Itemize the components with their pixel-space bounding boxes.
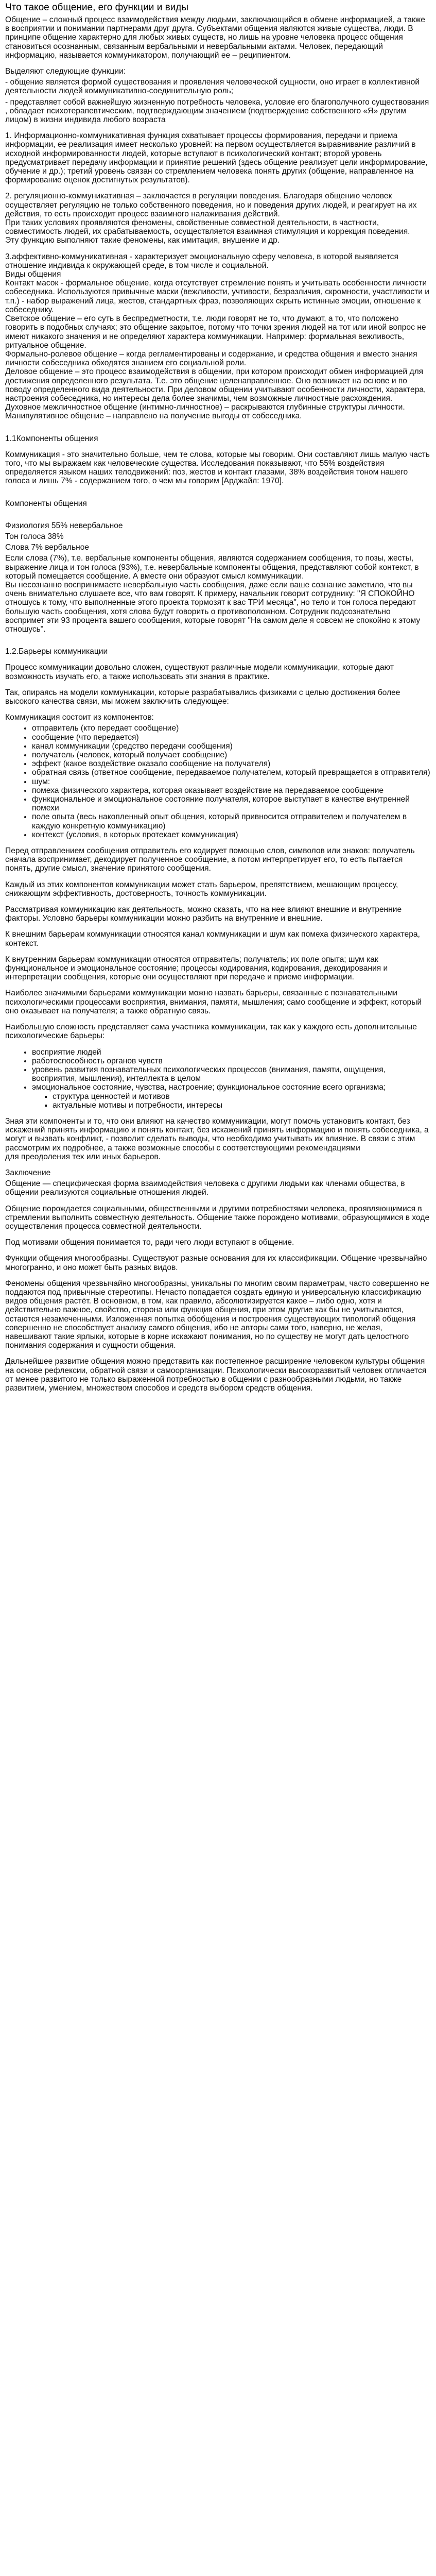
process-paragraph-1: Перед отправлением сообщения отправитель его кодирует помощью слов, символов или знаков: получатель сначала воспринимает, декодирует полученное сообщение, а потом интерпретирует его, то есть пытается понять, другие смысл, значение принятого сообщения. [5, 846, 415, 873]
process-paragraph-7: Наибольшую сложность представляет сама участника коммуникации, так как у каждого есть дополнительные психологические барьеры: [5, 1023, 417, 1041]
list-item: • получатель (человек, который получает сообщение) [32, 751, 431, 759]
section-heading-components: 1.1Компоненты общения [5, 434, 98, 443]
components-list [5, 724, 431, 839]
function-informational: 1. Информационно-коммуникативная функция охватывает процессы формирования, передачи и приема информации, ее реализация имеет несколько уровней: на первом осуществляется выравнивание различий в исходной информированности людей, которые вступают в психологический контакт; второй уровень предусматривает передачу информации и принятие решений (здесь общение реализует цели информирование, обучение и др.); третий уровень связан со стремлением человека понять других (общение, направленное на формирование оценок достигнутых результатов). [5, 131, 428, 185]
list-item: ▪ актуальные мотивы и потребности, интересы [53, 1101, 431, 1110]
barriers-paragraph-3: Коммуникация состоит из компонентов: [5, 713, 154, 722]
components-paragraph: Коммуникация - это значительно больше, чем те слова, которые мы говорим. Они составляют лишь малую часть того, что мы выражаем как человеческие существа. Исследования показывают, что 55% воздействия определяется языком наших телодвижений: поз, жестов и контакт глазами, 38% воздействия тоном нашего голоса и лишь 7% - содержанием того, о чем мы говорим [Арджайл: 1970]. [5, 450, 430, 486]
function-regulatory: 2. регуляционно-коммуникативная – заключается в регуляции поведения. Благодаря общению человек осуществляет регуляцию не только собственного поведения, но и поведения других людей, и реагирует на их действия, то есть происходит процесс взаимного налаживания действий. При таких условиях проявляются феномены, свойственные совместной деятельности, в частности, совместимость людей, их срабатываемость, осуществляется взаимная стимуляция и коррекция поведения. Эту функцию выполняют такие феномены, как имитация, внушение и др. [5, 192, 417, 245]
list-item: • эффект (какое воздействие оказало сообщение на получателя) [32, 759, 431, 768]
barriers-paragraph-1: Процесс коммуникации довольно сложен, существуют различные модели коммуникации, которые дают возможность изучать его, а также использовать эти знания в практике. [5, 663, 394, 681]
barriers-paragraph-2: Так, опираясь на модели коммуникации, которые разрабатывались физиками с целью достижения более высокого качества связи, мы можем заключить следующее: [5, 688, 400, 706]
list-item-text: эмоциональное состояние, чувства, настроение; функциональное состояние всего организма; [32, 1083, 386, 1092]
list-item: ▪ структура ценностей и мотивов [53, 1092, 431, 1101]
section-heading-barriers: 1.2.Барьеры коммуникации [5, 647, 108, 656]
process-paragraph-6: Наиболее значимыми барьерами коммуникации можно назвать барьеры, связанные с познавательными психологическими процессами восприятия, внимания, памяти, мышления; само сообщение и эффект, который оно оказывает на получателя; а также обратную связь. [5, 989, 422, 1015]
list-item: • восприятие людей [32, 1048, 431, 1057]
barriers-sublist [32, 1092, 431, 1110]
process-paragraph-2: Каждый из этих компонентов коммуникации может стать барьером, препятствием, мешающим процессу, снижающим эффективность, достоверность, точность коммуникации. [5, 880, 398, 898]
components-subheading: Компоненты общения [5, 499, 87, 508]
process-paragraph-5: К внутренним барьерам коммуникации относятся отправитель; получатель; их поле опыта; шум как функциональное и эмоциональное состояние; процессы кодирования, кодирования, декодирования и интерпретации сообщения, которые они осуществляют при передаче и приеме информации. [5, 955, 388, 982]
intro-paragraph: Общение – сложный процесс взаимодействия между людьми, заключающийся в обмене информацией, а также в восприятии и понимании партнерами друг друга. Субъектами общения являются живые существа, люди. В принципе общение характерно для любых живых существ, но лишь на уровне человека процесс общения становиться осознанным, связанным вербальными и невербальными актами. Человек, передающий информацию, называется коммуникатором, получающий ее – реципиентом. [5, 15, 425, 60]
physiology-line: Физиология 55% невербальное [5, 521, 123, 530]
list-item: • канал коммуникации (средство передачи сообщения) [32, 742, 431, 751]
list-item: • помеха физического характера, которая оказывает воздействие на передаваемое сообщение [32, 786, 431, 795]
words-line: Слова 7% вербальное [5, 543, 90, 552]
function-need: - представляет собой важнейшую жизненную потребность человека, условие его благополучного существования , обладает психотерапевтическим, подтверждающим значением (подтверждение собственного «Я» другим лицом) в жизни индивида любого возраста [5, 97, 429, 125]
list-item: • функциональное и эмоциональное состояние получателя, которое выступает в качестве внутренней помехи [32, 795, 431, 812]
section-heading-conclusion: Заключение [5, 1168, 51, 1177]
conclusion-paragraph-5: Феномены общения чрезвычайно многообразны, уникальны по многим своим параметрам, часто совершенно не поддаются под привычные стереотипы. Нечасто попадается создать единую и универсальную классификацию видов общения растёт. В основном, в том, как правило, абсолютизируется какое – либо одно, хотя и действительно важное, свойство, сторона или функция общения, при этом другие как бы не учитываются, остаются незамеченными. Изложенная попытка обобщения и построения существующих типологий общения совершенно не способствует анализу самого общения, ибо не авторы сами того, наверно, не желая, навешивают такие ярлыки, которые в корне искажают понимания, но по существу не могут дать целостного понимания содержания и сущности общения. [5, 1279, 429, 1350]
voice-tone-line: Тон голоса 38% [5, 532, 64, 541]
barriers-list [5, 1048, 431, 1110]
functions-lead: Выделяют следующие функции: [5, 67, 126, 76]
conclusion-paragraph-4: Функции общения многообразны. Существуют разные основания для их классификации. Общение чрезвычайно многогранно, и оно может быть разных видов. [5, 1254, 427, 1272]
conclusion-paragraph-2: Общение порождается социальными, общественными и другими потребностями человека, проявляющимися в стремлении выполнить совместную деятельность. Общение также порождено мотивами, образующимися в ходе осуществления процесса совместной деятельности. [5, 1204, 430, 1231]
list-item: • работоспособность органов чувств [32, 1057, 431, 1065]
list-item: • шум: [32, 777, 431, 786]
function-form-existence: - общение является формой существования и проявления человеческой сущности, оно играет в коллективной деятельности людей коммуникативно-соединительную роль; [5, 78, 420, 96]
conclusion-paragraph-3: Под мотивами общения понимается то, ради чего люди вступают в общение. [5, 1238, 294, 1247]
list-item: • сообщение (что передается) [32, 733, 431, 742]
function-affective-and-types: 3.аффективно-коммуникативная - характеризует эмоциональную сферу человека, в которой выявляется отношение индивида к окружающей среде, в том числе и социальной. Виды общения Контакт масок - формальное общение, когда отсутствует стремление понять и учитывать особенности личности собеседника. Используются привычные маски (вежливости, учтивости, безразличия, скромности, участливости и т.п.) - набор выражений лица, жестов, стандартных фраз, позволяющих скрыть истинные эмоции, отношение к собеседнику. Светское общение – его суть в беспредметности, т.е. люди говорят не то, что думают, а то, что положено говорить в подобных случаях; это общение закрытое, потому что точки зрения людей на тот или иной вопрос не имеют никакого значения и не определяют характера коммуникации. Например: формальная вежливость, ритуальное общение. Формально-ролевое общение – когда регламентированы и содержание, и средства общения и вместо знания личности собеседника обходятся знанием его социальной роли. Деловое общение – это процесс взаимодействия в общении, при котором происходит обмен информацией для достижения определенного результата. Т.е. это общение целенаправленное. Оно возникает на основе и по поводу определенного вида деятельности. При деловом общении учитывают особенности личности, характера, настроения собеседника, но интересы дела более значимы, чем возможные личностные расхождения. Духовное межличностное общение (интимно-личностное) – раскрываются глубинные структуры личности. Манипулятивное общение – направлено на получение выгоды от собеседника. [5, 252, 430, 421]
process-paragraph-4: К внешним барьерам коммуникации относятся канал коммуникации и шум как помеха физического характера, контекст. [5, 930, 420, 948]
process-paragraph-3: Рассматривая коммуникацию как деятельность, можно сказать, что на нее влияют внешние и внутренние факторы. Условно барьеры коммуникации можно разбить на внутренние и внешние. [5, 905, 402, 923]
list-item: • отправитель (кто передает сообщение) [32, 724, 431, 733]
conclusion-paragraph-1: Общение — специфическая форма взаимодействия человека с другими людьми как членами общества, в общении реализуются социальные отношения людей. [5, 1179, 405, 1197]
list-item [32, 1083, 431, 1110]
list-item: • обратная связь (ответное сообщение, передаваемое получателем, который превращается в отправителя) [32, 768, 431, 777]
conclusion-paragraph-6: Дальнейшее развитие общения можно представить как постепенное расширение человеком культуры общения на основе рефлексии, обратной связи и самоорганизации. Психологически высокоразвитый человек отличается от менее развитого не только выраженной потребностью в общении с разнообразными людьми, но также развитием, умением, множеством способов и средств выбором средств общения. [5, 1357, 427, 1393]
list-item: • поле опыта (весь накопленный опыт общения, который привносится отправителем и получателем в каждую конкретную коммуникацию) [32, 812, 431, 830]
page-title: Что такое общение, его функции и виды [5, 2, 189, 13]
closing-paragraph: Зная эти компоненты и то, что они влияют на качество коммуникации, могут помочь установить контакт, без искажений принять информацию и понять контакт, без искажений принять информацию и понять собеседника, а могут и вызвать конфликт, - позволит сделать выводы, что необходимо учитывать их влияние. В связи с этим рассмотрим их подробнее, а также возможные способы с соответствующими рекомендациями для преодоления тех или иных барьеров. [5, 1116, 429, 1161]
list-item: • контекст (условия, в которых протекает коммуникация) [32, 831, 431, 839]
words-paragraph: Если слова (7%), т.е. вербальные компоненты общения, являются содержанием сообщения, то позы, жесты, выражение лица и тон голоса (93%), т.е. невербальные компоненты общения, представляют собой контекст, в который помещается сообщение. А вместе они образуют смысл коммуникации. Вы несознанно воспринимаете невербальную часть сообщения, даже если ваше сознание заметило, что вы очень внимательно слушаете все, что вам говорят. К примеру, начальник говорит сотруднику: "Я СПОКОЙНО отношусь к тому, что выполненные этого проекта тормозят к вас ТРИ месяца", но тело и тон голоса передают большую часть сообщения, хотя слова будут говорить о противоположном. Сотрудник подсознательно воспримет эти 93 процента вашего сообщения, которые говорят "На самом деле я совсем не спокойно к этому отношусь". [5, 554, 421, 634]
list-item: • уровень развития познавательных психологических процессов (внимания, памяти, ощущения, восприятия, мышления), интеллекта в целом [32, 1065, 431, 1083]
